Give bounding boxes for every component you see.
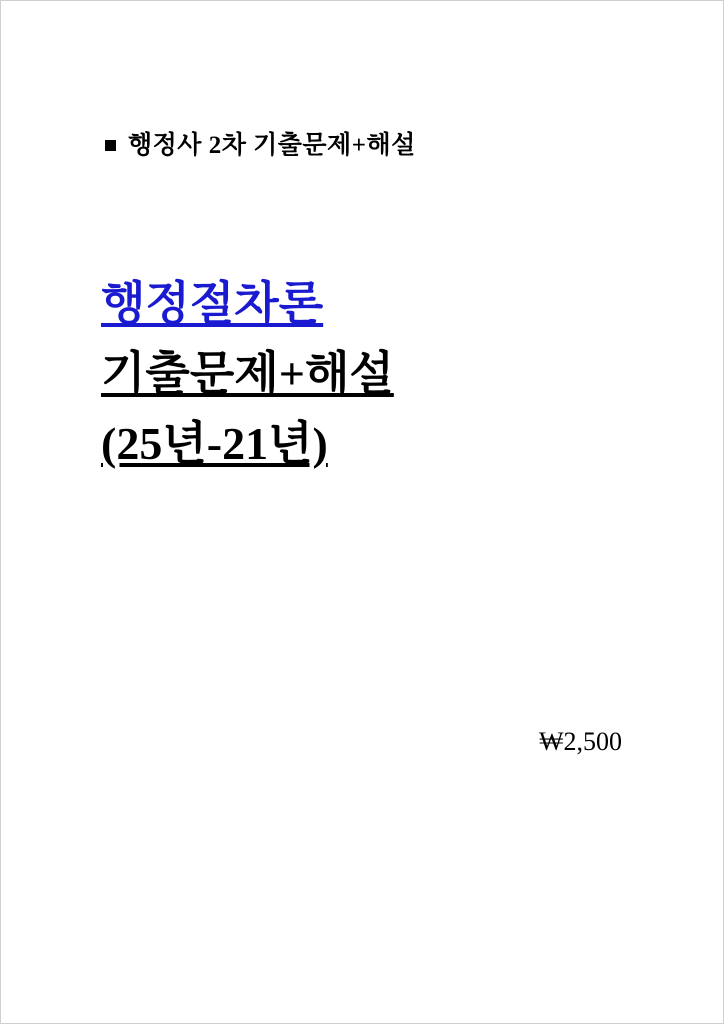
title-line-years bbox=[101, 409, 661, 479]
title-line-years-text: (25년-21년) bbox=[101, 417, 328, 469]
title-line-subject-text: 행정절차론 bbox=[101, 278, 324, 329]
title-line-subject bbox=[101, 269, 661, 339]
document-title-block bbox=[101, 269, 661, 479]
square-bullet-icon bbox=[105, 140, 116, 151]
title-line-type bbox=[101, 339, 661, 409]
header-text: 행정사 2차 기출문제+해설 bbox=[128, 132, 416, 159]
price-label: ₩2,500 bbox=[538, 727, 622, 756]
document-header bbox=[105, 132, 416, 160]
title-line-type-text: 기출문제+해설 bbox=[101, 347, 394, 399]
